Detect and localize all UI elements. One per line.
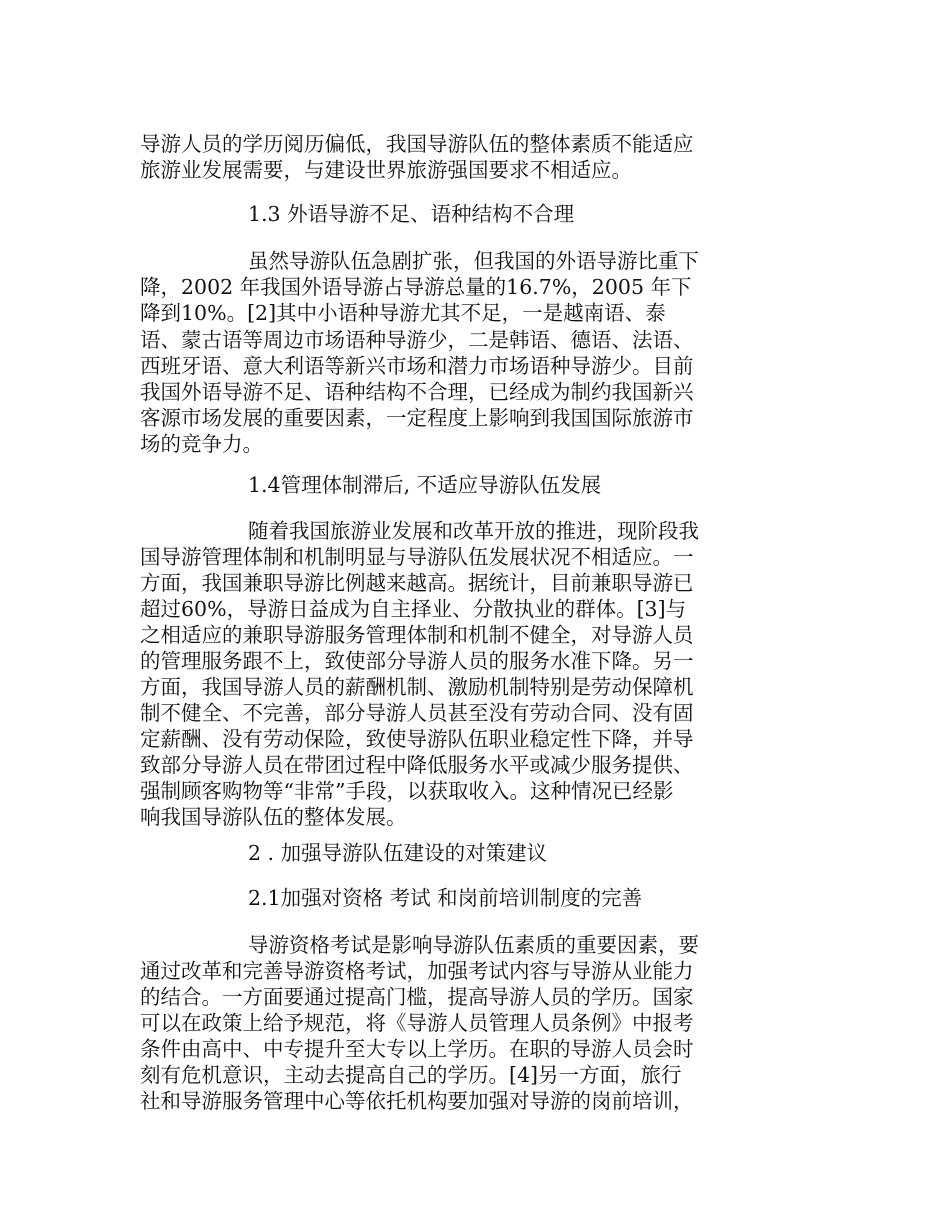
paragraph-line: 社和导游服务管理中心等依托机构要加强对导游的岗前培训， (140, 1089, 694, 1113)
paragraph-line: 方面，我国兼职导游比例越来越高。据统计，目前兼职导游已 (140, 571, 694, 595)
paragraph-line: 制不健全、不完善，部分导游人员甚至没有劳动合同、没有固 (140, 701, 694, 725)
paragraph-line: 响我国导游队伍的整体发展。 (140, 805, 407, 829)
paragraph-line: 随着我国旅游业发展和改革开放的推进，现阶段我 (248, 519, 699, 543)
paragraph-line: 导游人员的学历阅历偏低，我国导游队伍的整体素质不能适应 (140, 132, 694, 156)
paragraph-line: 的管理服务跟不上，致使部分导游人员的服务水准下降。另一 (140, 649, 694, 673)
paragraph-line: 虽然导游队伍急剧扩张，但我国的外语导游比重下 (248, 249, 699, 273)
paragraph-line: 导游资格考试是影响导游队伍素质的重要因素，要 (248, 933, 699, 957)
paragraph-line: 我国外语导游不足、语种结构不合理，已经成为制约我国新兴 (140, 380, 694, 404)
paragraph-line: 通过改革和完善导游资格考试，加强考试内容与导游从业能力 (140, 959, 694, 983)
paragraph-line: 刻有危机意识，主动去提高自己的学历。[4]另一方面，旅行 (140, 1063, 682, 1087)
section-heading-2-1: 2.1加强对资格 考试 和岗前培训制度的完善 (248, 886, 643, 910)
paragraph-line: 场的竞争力。 (140, 432, 263, 456)
paragraph-line: 致部分导游人员在带团过程中降低服务水平或减少服务提供、 (140, 753, 694, 777)
paragraph-line: 超过60%，导游日益成为自主择业、分散执业的群体。[3]与 (140, 597, 687, 621)
paragraph-line: 强制顾客购物等“非常”手段，以获取收入。这种情况已经影 (140, 779, 674, 803)
paragraph-line: 客源市场发展的重要因素，一定程度上影响到我国国际旅游市 (140, 406, 694, 430)
paragraph-line: 可以在政策上给予规范，将《导游人员管理人员条例》中报考 (140, 1011, 694, 1035)
paragraph-line: 西班牙语、意大利语等新兴市场和潜力市场语种导游少。目前 (140, 354, 694, 378)
paragraph-line: 条件由高中、中专提升至大专以上学历。在职的导游人员会时 (140, 1037, 694, 1061)
section-heading-1-4: 1.4管理体制滞后, 不适应导游队伍发展 (248, 473, 602, 497)
paragraph-line: 旅游业发展需要，与建设世界旅游强国要求不相适应。 (140, 158, 632, 182)
paragraph-line: 降到10%。[2]其中小语种导游尤其不足，一是越南语、泰 (140, 301, 666, 325)
paragraph-line: 语、蒙古语等周边市场语种导游少，二是韩语、德语、法语、 (140, 328, 694, 352)
paragraph-line: 之相适应的兼职导游服务管理体制和机制不健全，对导游人员 (140, 623, 694, 647)
section-heading-1-3: 1.3 外语导游不足、语种结构不合理 (248, 202, 575, 226)
paragraph-line: 降，2002 年我国外语导游占导游总量的16.7%，2005 年下 (140, 275, 692, 299)
paragraph-line: 国导游管理体制和机制明显与导游队伍发展状况不相适应。一 (140, 545, 694, 569)
section-heading-2: 2 . 加强导游队伍建设的对策建议 (248, 841, 548, 865)
paragraph-line: 定薪酬、没有劳动保险，致使导游队伍职业稳定性下降，并导 (140, 727, 694, 751)
paragraph-line: 的结合。一方面要通过提高门槛，提高导游人员的学历。国家 (140, 985, 694, 1009)
paragraph-line: 方面，我国导游人员的薪酬机制、激励机制特别是劳动保障机 (140, 675, 694, 699)
